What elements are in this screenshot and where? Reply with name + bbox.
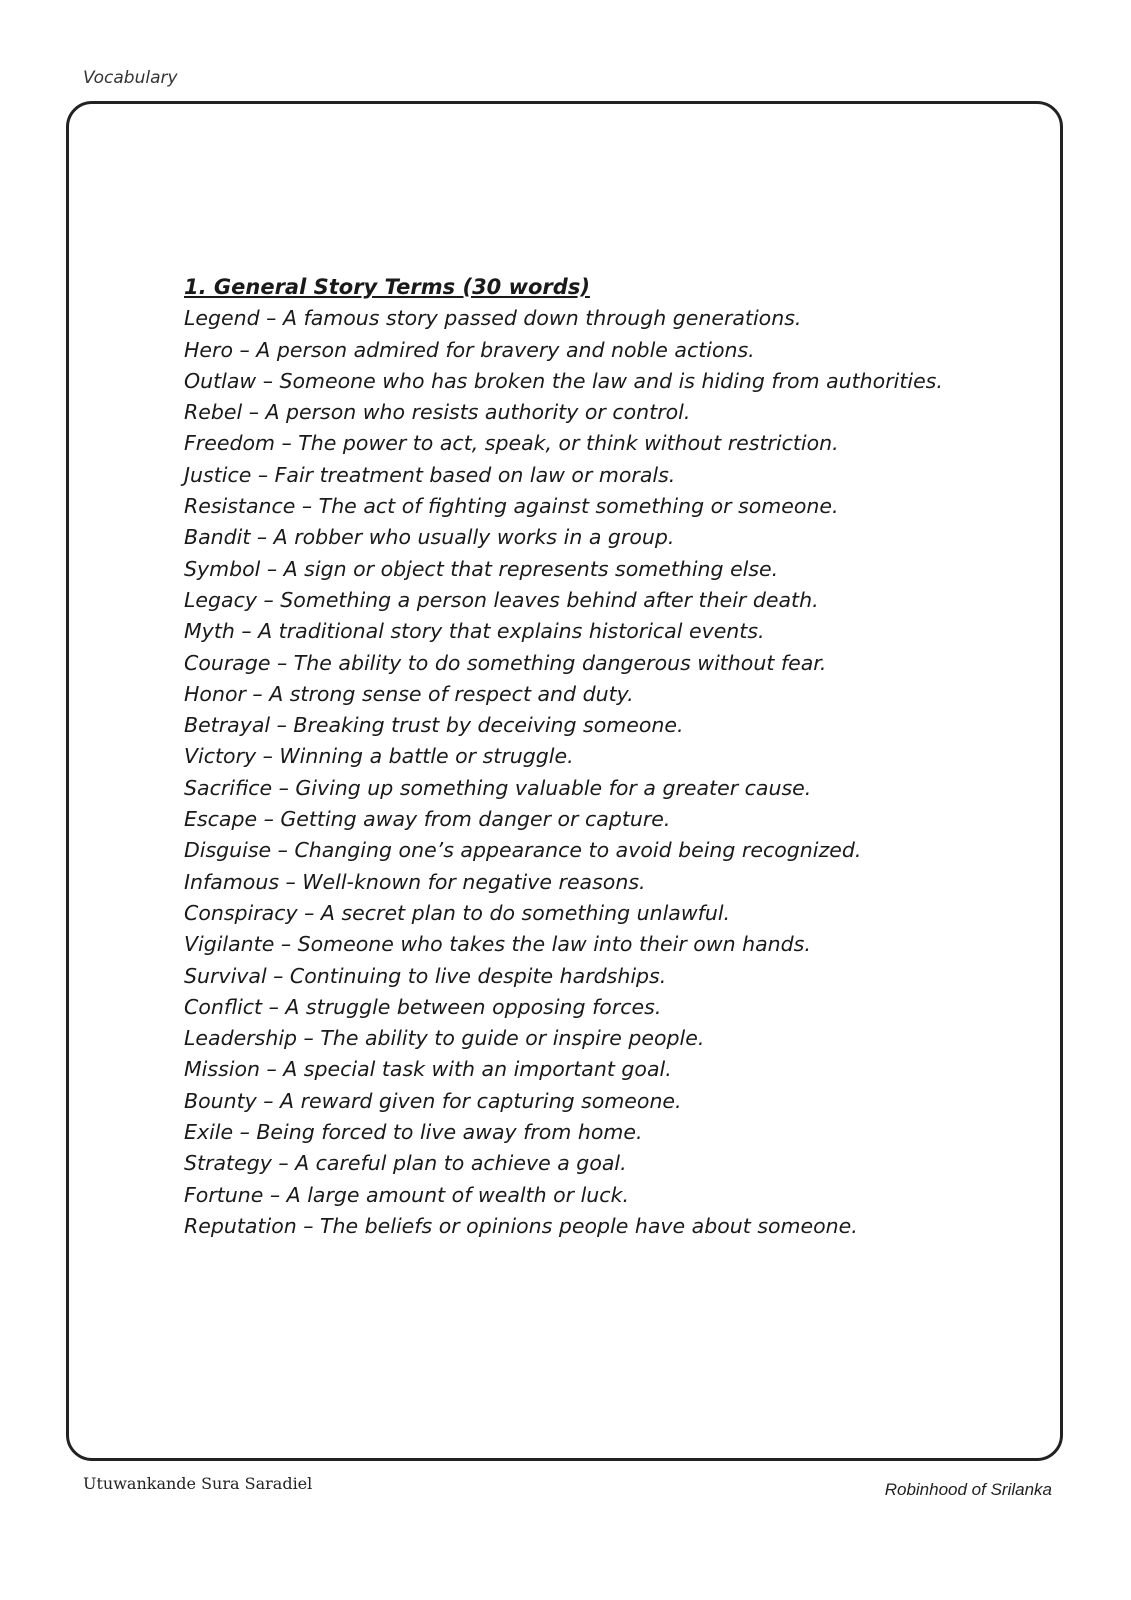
term-item: Symbol – A sign or object that represents something else.: [184, 556, 779, 581]
term-item: Conspiracy – A secret plan to do something unlawful.: [184, 900, 731, 925]
term-item: Courage – The ability to do something dangerous without fear.: [184, 650, 827, 675]
term-item: Myth – A traditional story that explains historical events.: [184, 619, 765, 644]
term-item: Disguise – Changing one’s appearance to avoid being recognized.: [184, 838, 862, 863]
section-title: 1. General Story Terms (30 words): [184, 275, 590, 299]
term-item: Betrayal – Breaking trust by deceiving someone.: [184, 713, 684, 738]
term-item: Legend – A famous story passed down through generations.: [184, 306, 802, 331]
term-item: Honor – A strong sense of respect and duty.: [184, 681, 634, 706]
footer-author: Utuwankande Sura Saradiel: [83, 1474, 313, 1493]
page-header-label: Vocabulary: [83, 68, 178, 88]
term-item: Survival – Continuing to live despite hardships.: [184, 963, 667, 988]
term-item: Infamous – Well-known for negative reasons.: [184, 869, 646, 894]
term-item: Freedom – The power to act, speak, or think without restriction.: [184, 431, 839, 456]
term-item: Legacy – Something a person leaves behind after their death.: [184, 587, 819, 612]
term-item: Exile – Being forced to live away from home.: [184, 1120, 643, 1145]
term-item: Reputation – The beliefs or opinions people have about someone.: [184, 1213, 858, 1238]
term-item: Victory – Winning a battle or struggle.: [184, 744, 574, 769]
term-list: [184, 303, 1084, 1242]
term-item: Mission – A special task with an important goal.: [184, 1057, 672, 1082]
term-item: Vigilante – Someone who takes the law into their own hands.: [184, 932, 811, 957]
term-item: Hero – A person admired for bravery and noble actions.: [184, 337, 755, 362]
term-item: Fortune – A large amount of wealth or luck.: [184, 1182, 629, 1207]
term-item: Strategy – A careful plan to achieve a goal.: [184, 1151, 627, 1176]
term-item: Bandit – A robber who usually works in a group.: [184, 525, 675, 550]
term-item: Rebel – A person who resists authority or control.: [184, 400, 691, 425]
term-item: Resistance – The act of fighting against something or someone.: [184, 494, 839, 519]
term-item: Outlaw – Someone who has broken the law and is hiding from authorities.: [184, 368, 943, 393]
term-item: Escape – Getting away from danger or capture.: [184, 807, 671, 832]
term-item: Justice – Fair treatment based on law or morals.: [184, 462, 676, 487]
term-item: Sacrifice – Giving up something valuable for a greater cause.: [184, 775, 812, 800]
footer-book-title: Robinhood of Srilanka: [884, 1480, 1052, 1499]
term-item: Conflict – A struggle between opposing forces.: [184, 994, 662, 1019]
term-item: Bounty – A reward given for capturing someone.: [184, 1088, 682, 1113]
term-item: Leadership – The ability to guide or inspire people.: [184, 1026, 705, 1051]
vocabulary-section: [184, 272, 1084, 1242]
